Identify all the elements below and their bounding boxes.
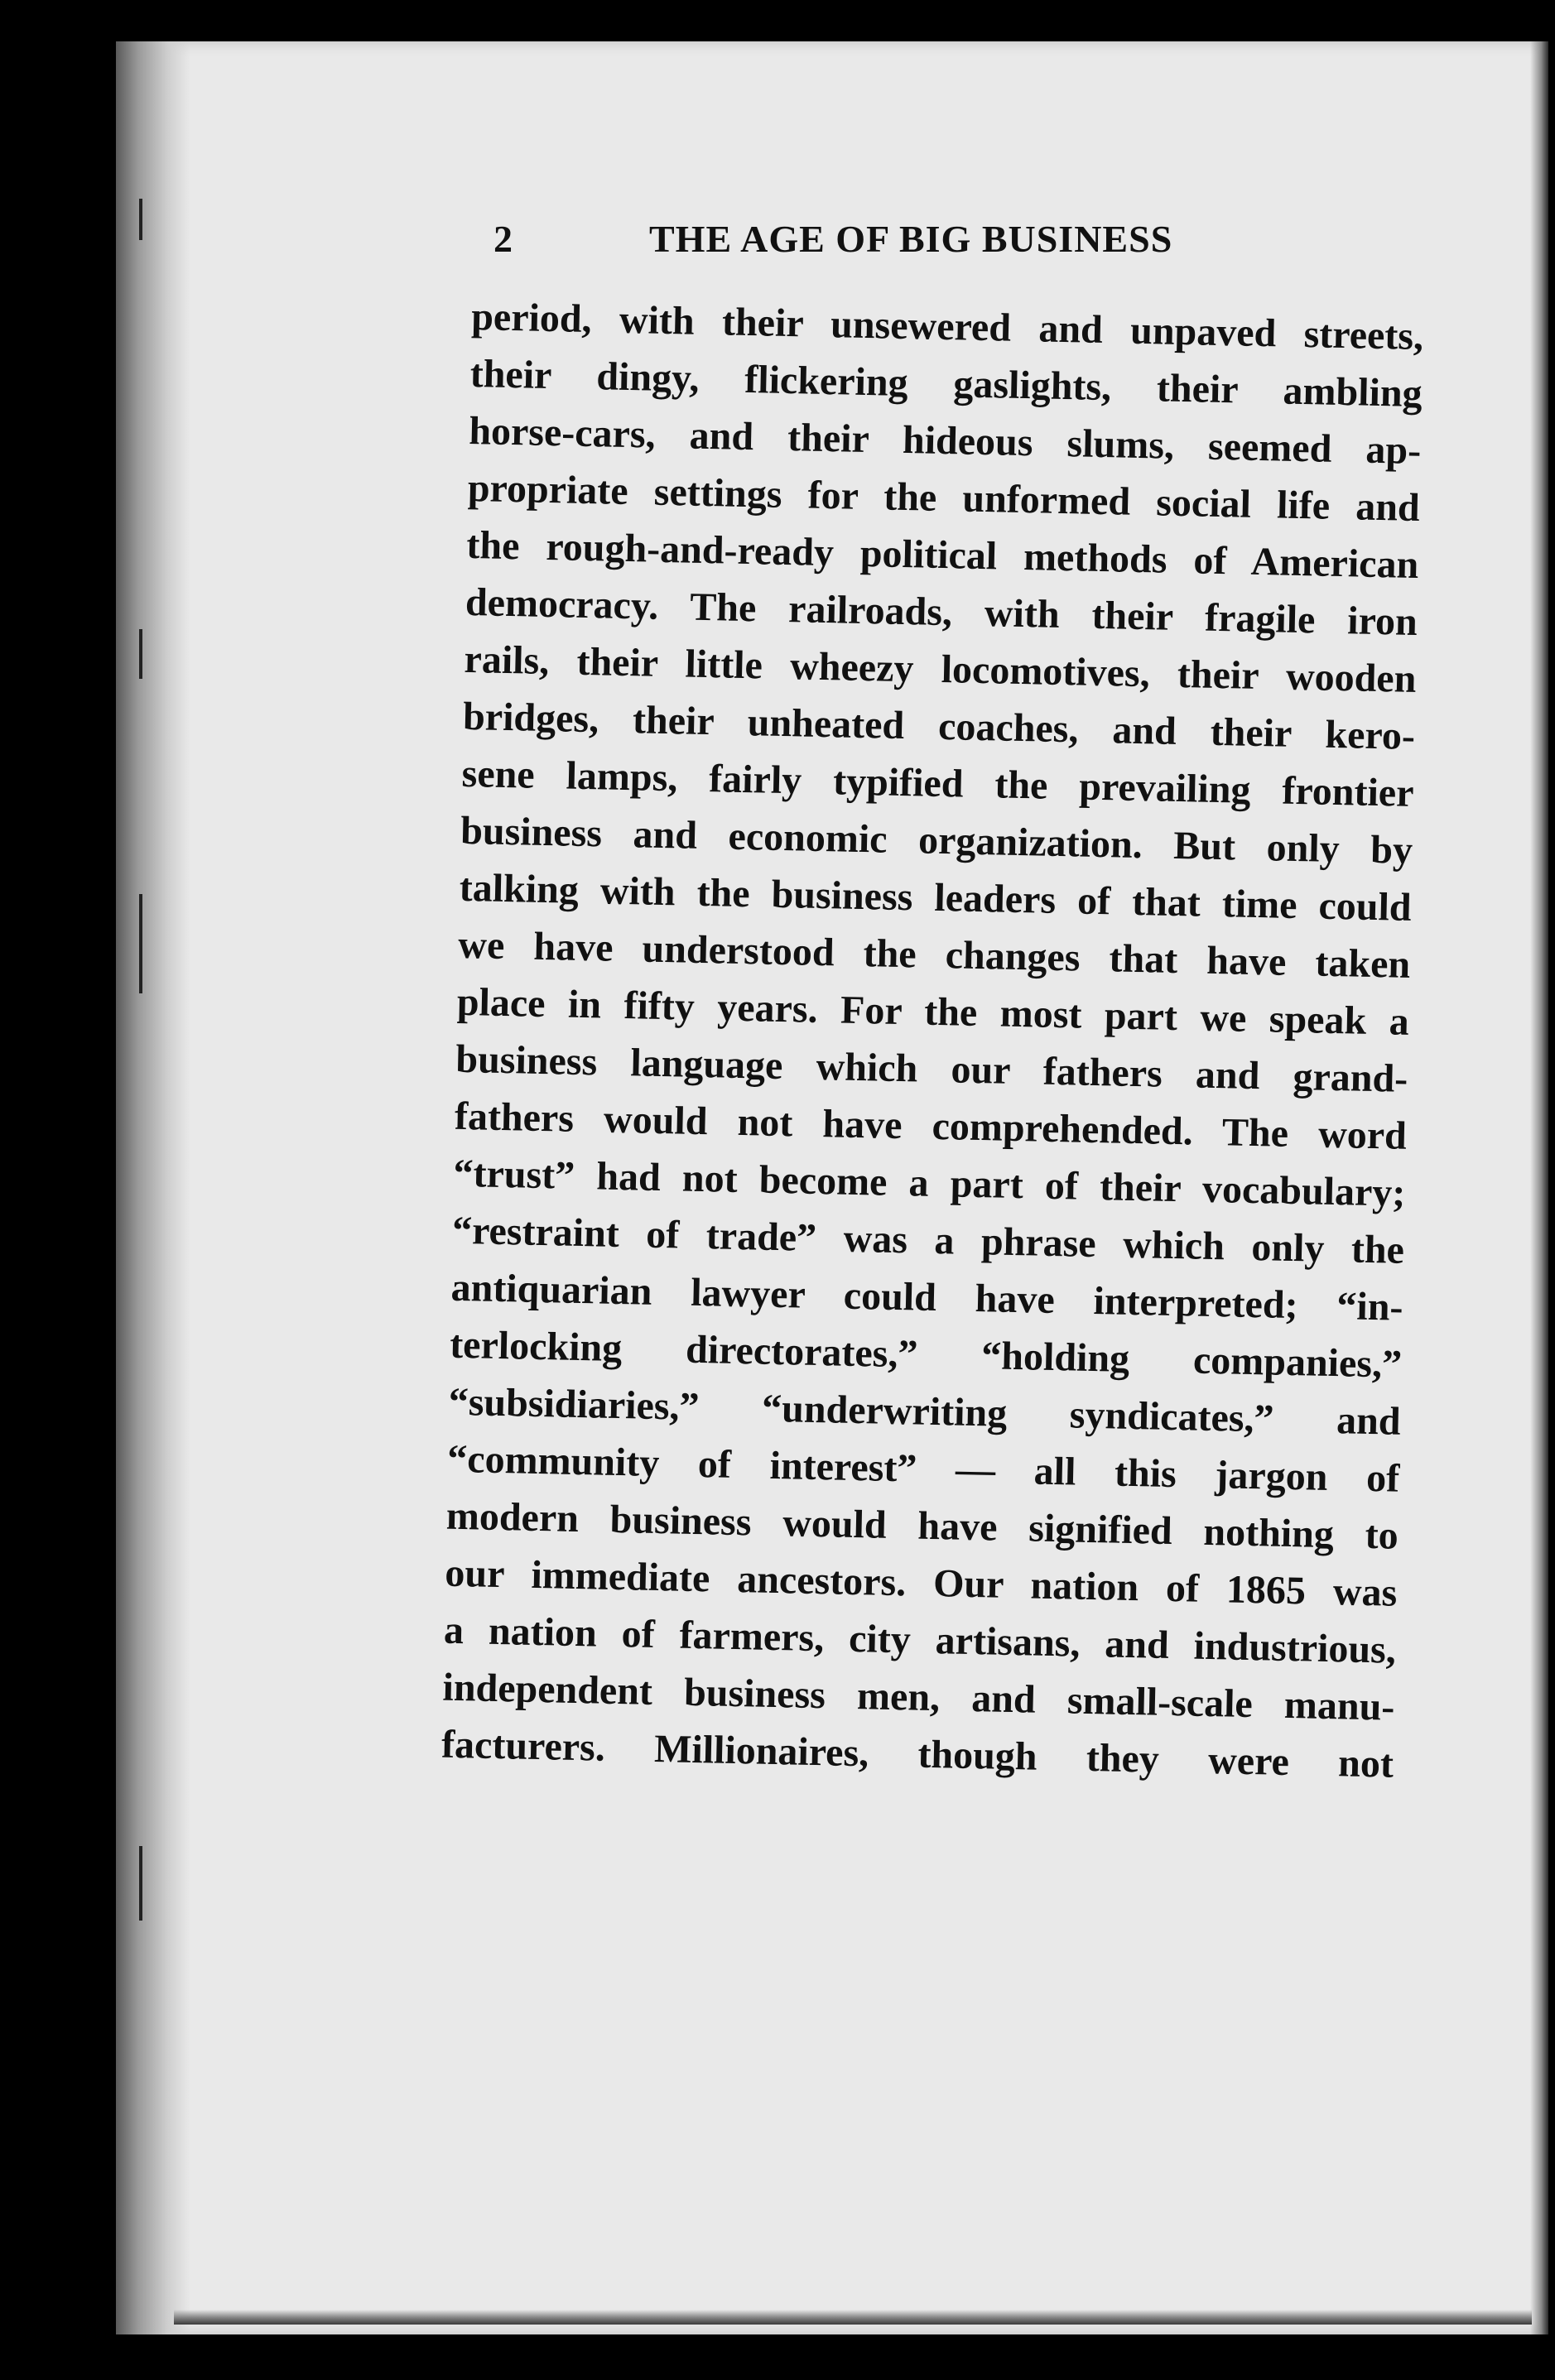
- text-line: sene lamps, fairly typified the prevailing frontier: [461, 751, 1415, 815]
- body-text: [441, 288, 1423, 1793]
- page-header: [493, 217, 1429, 270]
- text-line: “subsidiaries,” “underwriting syndicates,” and: [448, 1379, 1402, 1444]
- text-line: “restraint of trade” was a phrase which only the: [451, 1208, 1405, 1272]
- text-line: business and economic organization. But only by: [460, 808, 1413, 873]
- text-line: the rough-and-ready political methods of American: [465, 522, 1419, 588]
- text-line: horse-cars, and their hideous slums, seemed ap-: [468, 408, 1422, 474]
- text-line: “community of interest” — all this jargon of: [446, 1436, 1400, 1501]
- text-line: antiquarian lawyer could have interpreted; “in-: [450, 1265, 1404, 1329]
- text-line: our immediate ancestors. Our nation of 1865 was: [444, 1551, 1398, 1615]
- text-line: modern business would have signified nothing to: [445, 1493, 1399, 1558]
- text-line: their dingy, flickering gaslights, their ambling: [469, 351, 1423, 416]
- text-line: independent business men, and small-scale manu-: [442, 1665, 1395, 1729]
- binding-mark: [139, 1846, 142, 1921]
- text-line: rails, their little wheezy locomotives, their wooden: [464, 637, 1417, 701]
- page-number: 2: [493, 218, 513, 260]
- text-line: “trust” had not become a part of their vocabulary;: [453, 1151, 1406, 1215]
- binding-mark: [139, 894, 142, 993]
- binding-mark: [139, 199, 142, 240]
- text-line: a nation of farmers, city artisans, and industrious,: [443, 1608, 1397, 1672]
- text-line: place in fifty years. For the most part we speak a: [456, 979, 1410, 1044]
- text-line: fathers would not have comprehended. The word: [454, 1094, 1408, 1158]
- text-line: terlocking directorates,” “holding companies,”: [449, 1322, 1403, 1387]
- text-line: bridges, their unheated coaches, and their kero-: [462, 694, 1416, 758]
- binding-mark: [139, 629, 142, 679]
- text-line: period, with their unsewered and unpaved streets,: [470, 294, 1424, 359]
- page-right-edge: [1530, 41, 1548, 2334]
- text-line: business language which our fathers and grand-: [455, 1036, 1408, 1101]
- text-line: propriate settings for the unformed social life and: [467, 465, 1421, 531]
- text-line: democracy. The railroads, with their fragile iron: [465, 579, 1418, 644]
- page-bottom-edge: [174, 2310, 1532, 2325]
- text-line: facturers. Millionaires, though they were not: [441, 1722, 1394, 1786]
- text-line: talking with the business leaders of that time could: [459, 865, 1413, 930]
- text-line: we have understood the changes that have taken: [457, 922, 1411, 987]
- page-binding-shadow: [116, 41, 190, 2334]
- running-head: THE AGE OF BIG BUSINESS: [649, 218, 1173, 260]
